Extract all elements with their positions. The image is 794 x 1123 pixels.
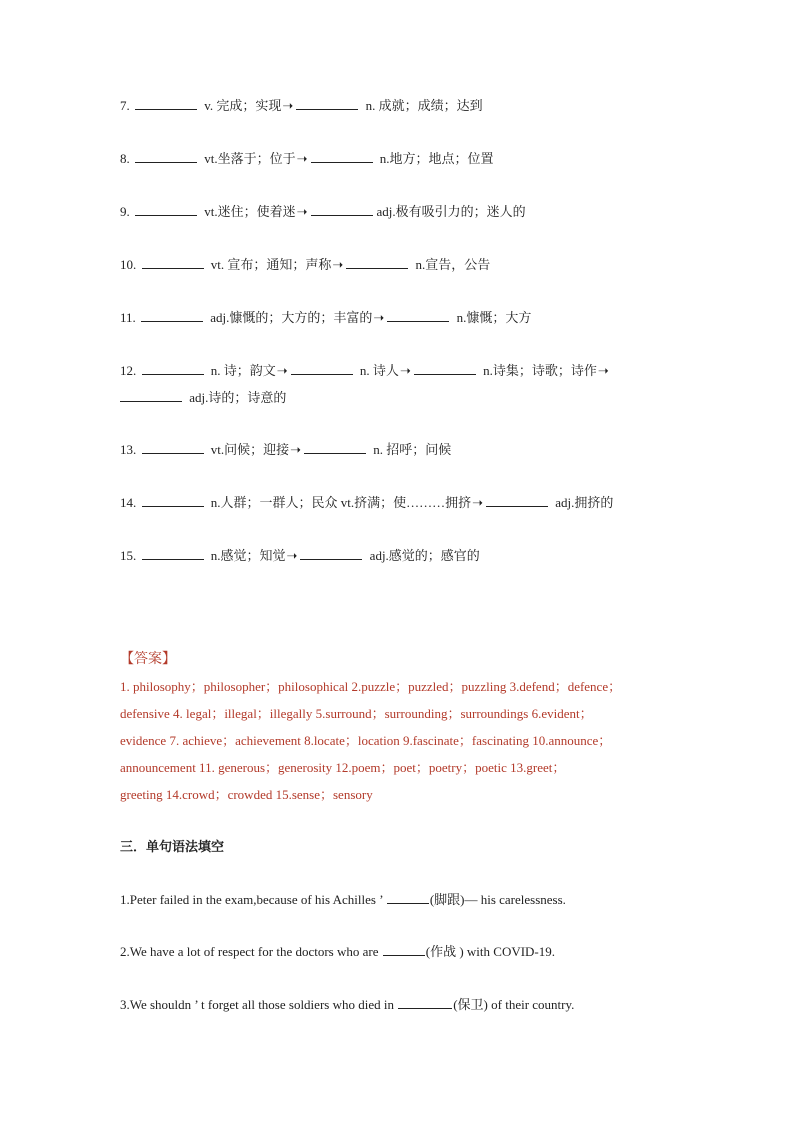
definition: adj.极有吸引力的；迷人的 (376, 204, 526, 219)
answer-blank[interactable] (142, 494, 204, 507)
definition: vt.坐落于；位于 (204, 151, 296, 166)
arrow-icon: ➝ (332, 257, 344, 272)
question-3 (120, 994, 574, 1013)
answer-blank[interactable] (414, 362, 476, 375)
definition: adj.诗的；诗意的 (189, 390, 287, 405)
vocab-item-14 (120, 494, 613, 511)
answer-blank[interactable] (387, 891, 429, 904)
arrow-icon: ➝ (399, 363, 411, 378)
answer-blank[interactable] (142, 256, 204, 269)
definition: n.宣告，公告 (415, 257, 491, 272)
item-number: 14. (120, 495, 137, 510)
question-text: (作战 ) with COVID-19. (425, 944, 556, 959)
definition: n.诗集；诗歌；诗作 (483, 363, 597, 378)
question-text: (脚跟)— his carelessness. (429, 892, 566, 907)
definition: adj.慷慨的；大方的；丰富的 (210, 310, 373, 325)
answer-blank[interactable] (291, 362, 353, 375)
arrow-icon: ➝ (472, 495, 484, 510)
section-title: 三．单句语法填空 (120, 840, 225, 855)
answer-blank[interactable] (486, 494, 548, 507)
answer-blank[interactable] (296, 97, 358, 110)
definition: n. 成就；成绩；达到 (365, 98, 483, 113)
arrow-icon: ➝ (290, 442, 302, 457)
answer-blank[interactable] (135, 97, 197, 110)
arrow-icon: ➝ (296, 151, 308, 166)
definition: v. 完成；实现 (204, 98, 282, 113)
vocab-item-10 (120, 256, 490, 273)
vocab-item-11 (120, 309, 531, 326)
arrow-icon: ➝ (276, 363, 288, 378)
vocab-item-7 (120, 97, 483, 114)
question-text: 1.Peter failed in the exam,because of his Achilles ’ (120, 892, 386, 907)
definition: n.地方；地点；位置 (379, 151, 494, 166)
item-number: 11. (120, 310, 136, 325)
answer-blank[interactable] (135, 203, 197, 216)
definition: n.感觉；知觉 (210, 548, 286, 563)
answer-blank[interactable] (142, 362, 204, 375)
arrow-icon: ➝ (296, 204, 308, 219)
item-number: 7. (120, 98, 130, 113)
answer-heading: 【答案】 (120, 651, 176, 667)
question-text: 3.We shouldn ’ t forget all those soldiers who died in (120, 997, 398, 1012)
answer-blank[interactable] (142, 441, 204, 454)
arrow-icon: ➝ (373, 310, 385, 325)
definition: vt. 宣布；通知；声称 (210, 257, 332, 272)
vocab-item-12-cont (120, 389, 286, 406)
definition: n. 诗人 (359, 363, 399, 378)
definition: adj.拥挤的 (555, 495, 614, 510)
definition: n. 诗；韵文 (210, 363, 276, 378)
answer-blank[interactable] (398, 996, 452, 1009)
arrow-icon: ➝ (282, 98, 294, 113)
arrow-icon: ➝ (286, 548, 298, 563)
answer-blank[interactable] (142, 547, 204, 560)
answer-blank[interactable] (135, 150, 197, 163)
vocab-item-15 (120, 547, 480, 564)
item-number: 13. (120, 442, 137, 457)
answer-blank[interactable] (304, 441, 366, 454)
vocab-item-9 (120, 203, 526, 220)
definition: n.慷慨；大方 (456, 310, 532, 325)
item-number: 12. (120, 363, 137, 378)
answer-line: evidence 7. achieve；achievement 8.locate；location 9.fascinate；fascinating 10.announce； (120, 733, 612, 748)
definition: n. 招呼；问候 (373, 442, 452, 457)
answer-line: defensive 4. legal；illegal；illegally 5.surround；surrounding；surroundings 6.evident； (120, 706, 593, 721)
question-text: 2.We have a lot of respect for the doctors who are (120, 944, 382, 959)
question-text: (保卫) of their country. (453, 997, 575, 1012)
vocab-item-8 (120, 150, 494, 167)
item-number: 9. (120, 204, 130, 219)
definition: n.人群；一群人；民众 vt.挤满；使………拥挤 (210, 495, 472, 510)
question-1 (120, 889, 566, 908)
question-2 (120, 941, 555, 960)
answer-blank[interactable] (311, 203, 373, 216)
answer-blank[interactable] (311, 150, 373, 163)
answer-blank[interactable] (141, 309, 203, 322)
answer-blank[interactable] (383, 943, 425, 956)
answer-line: 1. philosophy；philosopher；philosophical 2.puzzle；puzzled；puzzling 3.defend；defence； (120, 679, 622, 694)
arrow-icon: ➝ (597, 363, 609, 378)
answer-line: announcement 11. generous；generosity 12.poem；poet；poetry；poetic 13.greet； (120, 760, 566, 775)
answer-blank[interactable] (300, 547, 362, 560)
answer-line: greeting 14.crowd；crowded 15.sense；sensory (120, 787, 373, 802)
definition: vt.问候；迎接 (210, 442, 290, 457)
definition: vt.迷住；使着迷 (204, 204, 296, 219)
item-number: 10. (120, 257, 137, 272)
item-number: 8. (120, 151, 130, 166)
item-number: 15. (120, 548, 137, 563)
answer-blank[interactable] (387, 309, 449, 322)
definition: adj.感觉的；感官的 (369, 548, 480, 563)
answer-blank[interactable] (120, 389, 182, 402)
vocab-item-12 (120, 362, 610, 379)
vocab-item-13 (120, 441, 451, 458)
answer-blank[interactable] (346, 256, 408, 269)
